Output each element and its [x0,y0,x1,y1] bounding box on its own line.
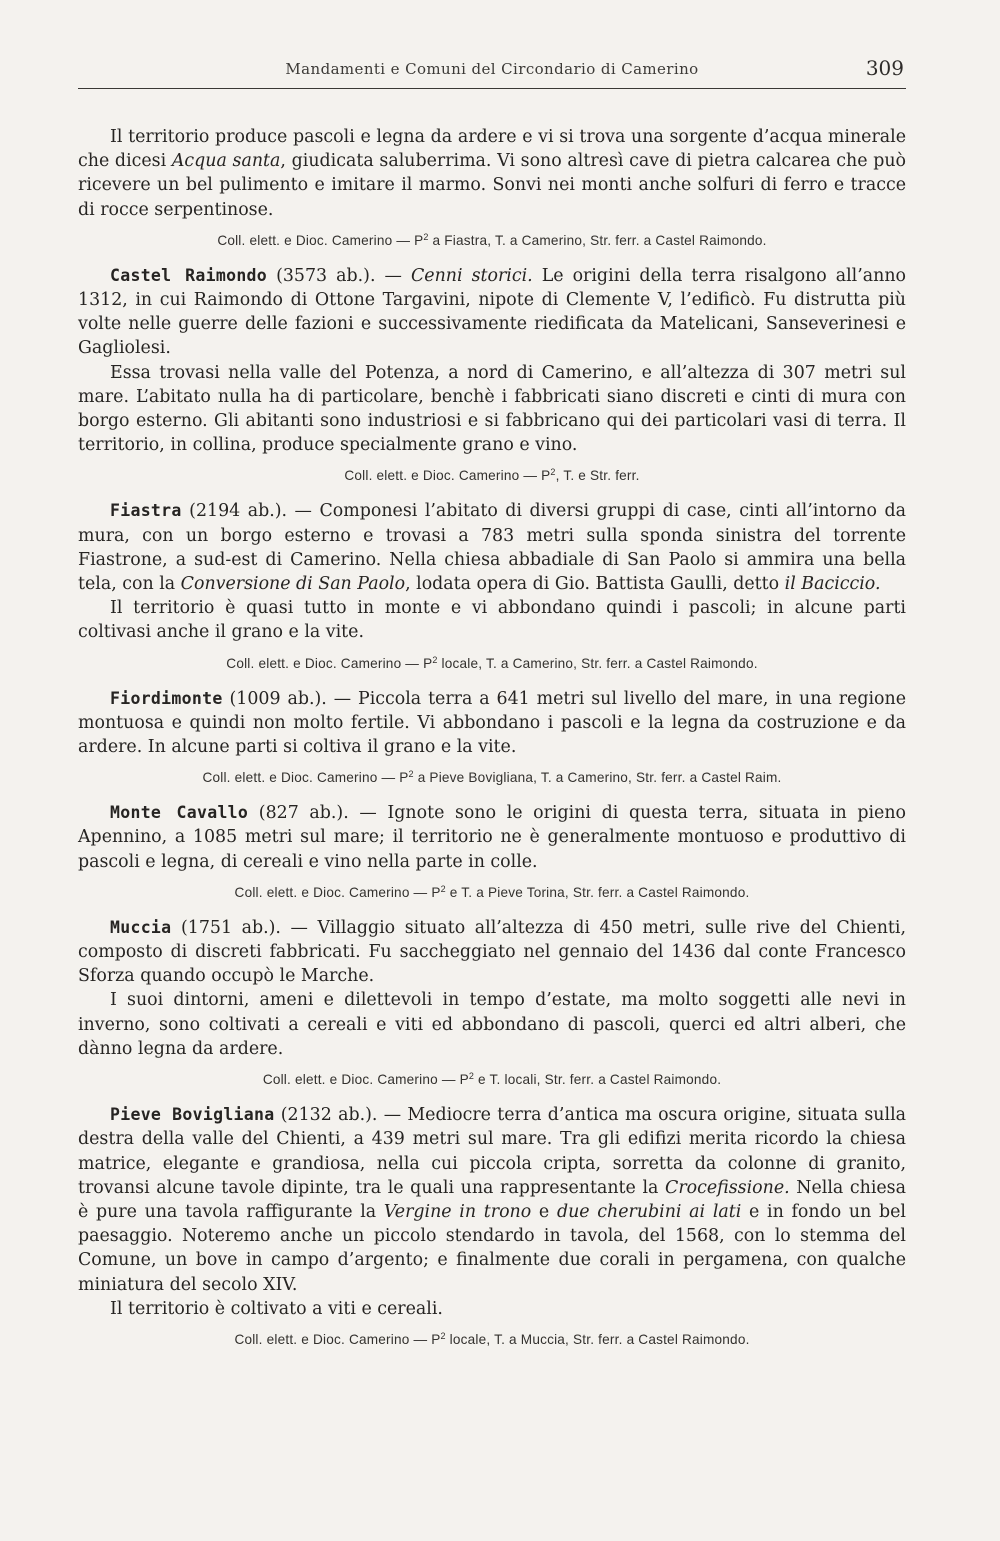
fiordimonte-paragraph: Fiordimonte (1009 ab.). — Piccola terra a 641 metri sul livello del mare, in una regione montuosa e quindi non molto fertile. Vi abbondano i pascoli e la legna da costruzione e da ardere. In alcune parti si coltiva il grano e la vite. [78,688,906,758]
pieve-bovigliana-admin-note: Coll. elett. e Dioc. Camerino — $P^2$ locale, T. a Muccia, Str. ferr. a Castel Raimondo. [234,1330,750,1347]
fiastra-admin-note: Coll. elett. e Dioc. Camerino — $P^2$ locale, T. a Camerino, Str. ferr. a Castel Raimondo. [226,654,758,671]
intro-paragraph: Il territorio produce pascoli e legna da ardere e vi si trova una sorgente d’acqua minerale che dicesi Acqua santa, giudicata saluberrima. Vi sono altresì cave di pietra calcarea che può ricevere un bel pulimento e imitare il marmo. Sonvi nei monti anche solfuri di ferro e tracce di rocce serpentinose. [78,127,906,220]
monte-cavallo-paragraph: Monte Cavallo (827 ab.). — Ignote sono le origini di questa terra, situata in pieno Apennino, a 1085 metri sul mare; il territorio ne è generalmente montuoso e produttivo di pascoli e legna, di cereali e vino nella parte in colle. [78,803,907,872]
entry-name-castel-raimondo: Castel Raimondo [110,265,268,285]
castel-raimondo-admin-note: Coll. elett. e Dioc. Camerino — $P^2$, T. e Str. ferr. [344,467,640,484]
entry-name-fiordimonte: Fiordimonte [110,688,223,708]
fiordimonte-admin-note: Coll. elett. e Dioc. Camerino — $P^2$ a Pieve Bovigliana, T. a Camerino, Str. ferr. a Castel Raim. [202,769,782,786]
entry-name-muccia: Muccia [110,917,172,937]
fiastra-paragraph-1: Fiastra (2194 ab.). — Componesi l’abitato di diversi gruppi di case, cinti all’intorno da mura, con un borgo esterno e trovasi a 783 metri sulla sponda sinistra del torrente Fiastrone, a sud-est di Camerino. Nella chiesa abbadiale di San Paolo si ammira una bella tela, con la Conversione di San Paolo, lodata opera di Gio. Battista Gaulli, detto il Baciccio. [78,501,906,595]
muccia-paragraph-2: I suoi dintorni, ameni e dilettevoli in tempo d’estate, ma molto soggetti alle nevi in inverno, sono coltivati a cereali e viti ed abbondano di pascoli, querci ed altri alberi, che dànno legna da ardere. [78,990,906,1059]
castel-raimondo-paragraph-1: Castel Raimondo (3573 ab.). — Cenni storici. Le origini della terra risalgono all’anno 1312, in cui Raimondo di Ottone Targavini, nipote di Clemente V, l’edificò. Fu distrutta più volte nelle guerre delle fazioni e successivamente riedificata da Matelicani, Sanseverinesi e Gagliolesi. [78,265,907,359]
page-header [78,52,906,89]
book-page [78,52,906,1363]
entry-name-pieve-bovigliana: Pieve Bovigliana [110,1105,275,1125]
muccia-admin-note: Coll. elett. e Dioc. Camerino — $P^2$ e T. locali, Str. ferr. a Castel Raimondo. [262,1071,722,1088]
page-number: 309 [865,56,904,80]
castel-raimondo-paragraph-2: Essa trovasi nella valle del Potenza, a nord di Camerino, e all’altezza di 307 metri sul mare. L’abitato nulla ha di particolare, benchè i fabbricati siano discreti e cinti di mura con borgo esterno. Gli abitanti sono industriosi e si fabbricano qui dei particolari vasi di terra. Il territorio, in collina, produce specialmente grano e vino. [78,362,906,456]
monte-cavallo-admin-note: Coll. elett. e Dioc. Camerino — $P^2$ e T. a Pieve Torina, Str. ferr. a Castel Raimondo. [234,883,750,900]
intro-admin-note: Coll. elett. e Dioc. Camerino — $P^2$ a Fiastra, T. a Camerino, Str. ferr. a Castel Raimondo. [217,231,767,248]
entry-name-monte-cavallo: Monte Cavallo [110,803,249,823]
entry-name-fiastra: Fiastra [110,501,182,521]
pieve-bovigliana-paragraph-2: Il territorio è coltivato a viti e cereali. [110,1298,443,1319]
fiastra-paragraph-2: Il territorio è quasi tutto in monte e vi abbondano quindi i pascoli; in alcune parti coltivasi anche il grano e la vite. [78,598,906,643]
running-head: Mandamenti e Comuni del Circondario di Camerino [285,60,699,78]
muccia-paragraph-1: Muccia (1751 ab.). — Villaggio situato all’altezza di 450 metri, sulle rive del Chienti, composto di discreti fabbricati. Fu saccheggiato nel gennaio del 1436 dal conte Francesco Sforza quando occupò le Marche. [78,917,906,987]
pieve-bovigliana-paragraph-1: Pieve Bovigliana (2132 ab.). — Mediocre terra d’antica ma oscura origine, situata sulla destra della valle del Chienti, a 439 metri sul mare. Tra gli edifizi merita ricordo la chiesa matrice, elegante e grandiosa, nella cui piccola cripta, sorretta da colonne di granito, trovansi alcune tavole dipinte, tra le quali una rappresentante la Crocefissione. Nella chiesa è pure una tavola raffigurante la Vergine in trono e due cherubini ai lati e in fondo un bel paesaggio. Noteremo anche un piccolo stendardo in tavola, del 1568, con lo stemma del Comune, un bove in campo d’argento; e finalmente due corali in pergamena, con qualche miniatura del secolo XIV. [78,1105,906,1295]
